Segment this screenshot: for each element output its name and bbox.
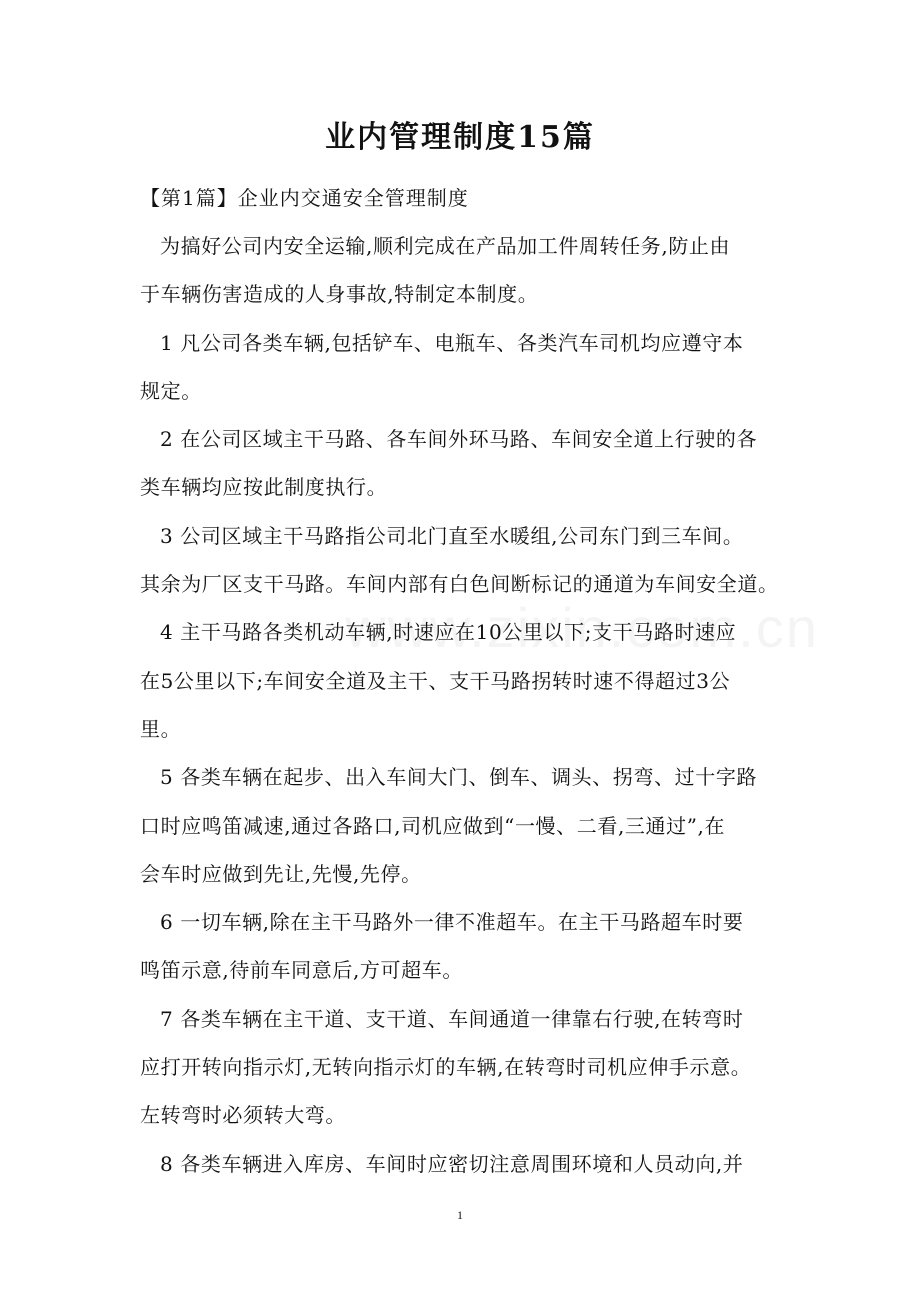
body-text	[140, 230, 790, 1196]
text-line: 规定。	[140, 378, 202, 403]
text-line: 口时应鸣笛减速,通过各路口,司机应做到“一慢、二看,三通过”,在	[140, 813, 726, 838]
text-line: 左转弯时必须转大弯。	[140, 1103, 346, 1128]
text-line: 3 公司区域主干马路指公司北门直至水暖组,公司东门到三车间。	[160, 523, 744, 548]
text-line: 会车时应做到先让,先慢,先停。	[140, 861, 422, 886]
text-line: 鸣笛示意,待前车同意后,方可超车。	[140, 958, 463, 983]
text-line: 2 在公司区域主干马路、各车间外环马路、车间安全道上行驶的各	[160, 427, 758, 452]
section-heading: 【第1篇】企业内交通安全管理制度	[140, 186, 469, 210]
page-title: 业内管理制度15篇	[325, 120, 595, 155]
text-line: 为搞好公司内安全运输,顺利完成在产品加工件周转任务,防止由	[160, 234, 731, 258]
text-line: 类车辆均应按此制度执行。	[140, 475, 388, 500]
text-line: 里。	[140, 716, 182, 741]
text-line: 应打开转向指示灯,无转向指示灯的车辆,在转弯时司机应伸手示意。	[140, 1055, 752, 1080]
page-number: 1	[457, 1208, 463, 1222]
text-line: 8 各类车辆进入库房、车间时应密切注意周围环境和人员动向,并	[160, 1151, 744, 1176]
text-line: 6 一切车辆,除在主干马路外一律不准超车。在主干马路超车时要	[160, 910, 744, 935]
text-line: 1 凡公司各类车辆,包括铲车、电瓶车、各类汽车司机均应遵守本	[160, 330, 744, 355]
text-line: 7 各类车辆在主干道、支干道、车间通道一律靠右行驶,在转弯时	[160, 1006, 744, 1031]
text-line: 4 主干马路各类机动车辆,时速应在10公里以下;支干马路时速应	[160, 620, 737, 645]
text-line: 于车辆伤害造成的人身事故,特制定本制度。	[140, 282, 539, 307]
text-line: 在5公里以下;车间安全道及主干、支干马路拐转时速不得超过3公	[140, 668, 731, 693]
text-line: 其余为厂区支干马路。车间内部有白色间断标记的通道为车间安全道。	[140, 572, 779, 597]
text-line: 5 各类车辆在起步、出入车间大门、倒车、调头、拐弯、过十字路	[160, 765, 758, 790]
watermark	[345, 595, 819, 660]
